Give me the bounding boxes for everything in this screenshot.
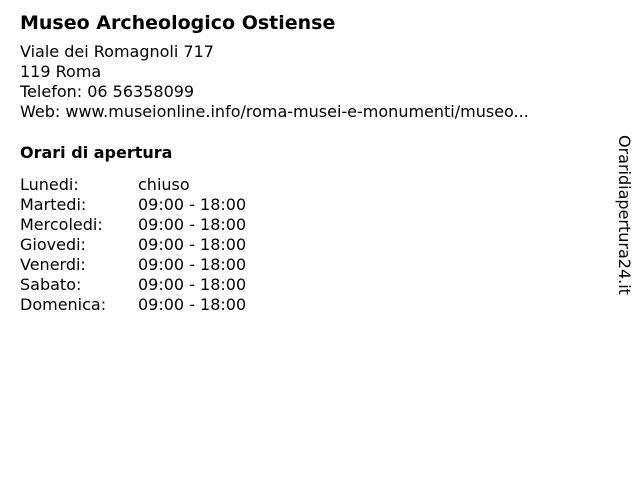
- time-value: 09:00 - 18:00: [138, 255, 247, 274]
- time-value: 09:00 - 18:00: [138, 235, 247, 254]
- site-credit-vertical[interactable]: Oraridiapertura24.it: [615, 135, 634, 295]
- web-prefix: Web:: [20, 102, 66, 121]
- phone-line: Telefon: 06 56358099: [20, 82, 195, 101]
- city-line: 119 Roma: [20, 62, 102, 81]
- hours-row-friday: [20, 255, 246, 275]
- day-label: Giovedi:: [20, 235, 86, 254]
- time-value: 09:00 - 18:00: [138, 275, 247, 294]
- web-line: [20, 102, 600, 122]
- time-value: 09:00 - 18:00: [138, 195, 247, 214]
- hours-row-thursday: [20, 235, 246, 255]
- museum-card: [20, 10, 600, 315]
- street-address: Viale dei Romagnoli 717: [20, 42, 214, 61]
- hours-row-tuesday: [20, 195, 246, 215]
- hours-row-saturday: [20, 275, 246, 295]
- hours-row-sunday: [20, 295, 246, 315]
- time-value: 09:00 - 18:00: [138, 295, 247, 314]
- time-value: 09:00 - 18:00: [138, 215, 247, 234]
- day-label: Domenica:: [20, 295, 107, 314]
- day-label: Mercoledi:: [20, 215, 103, 234]
- address-block: [20, 42, 600, 122]
- opening-hours-table: [20, 175, 246, 315]
- day-label: Lunedi:: [20, 175, 79, 194]
- hours-row-monday: [20, 175, 246, 195]
- day-label: Martedi:: [20, 195, 87, 214]
- opening-hours-heading: Orari di apertura: [20, 143, 173, 162]
- time-value: chiuso: [138, 175, 190, 194]
- hours-row-wednesday: [20, 215, 246, 235]
- museum-title: Museo Archeologico Ostiense: [20, 12, 336, 34]
- day-label: Venerdi:: [20, 255, 86, 274]
- day-label: Sabato:: [20, 275, 82, 294]
- website-link[interactable]: www.museionline.info/roma-musei-e-monumenti/museo...: [65, 102, 529, 121]
